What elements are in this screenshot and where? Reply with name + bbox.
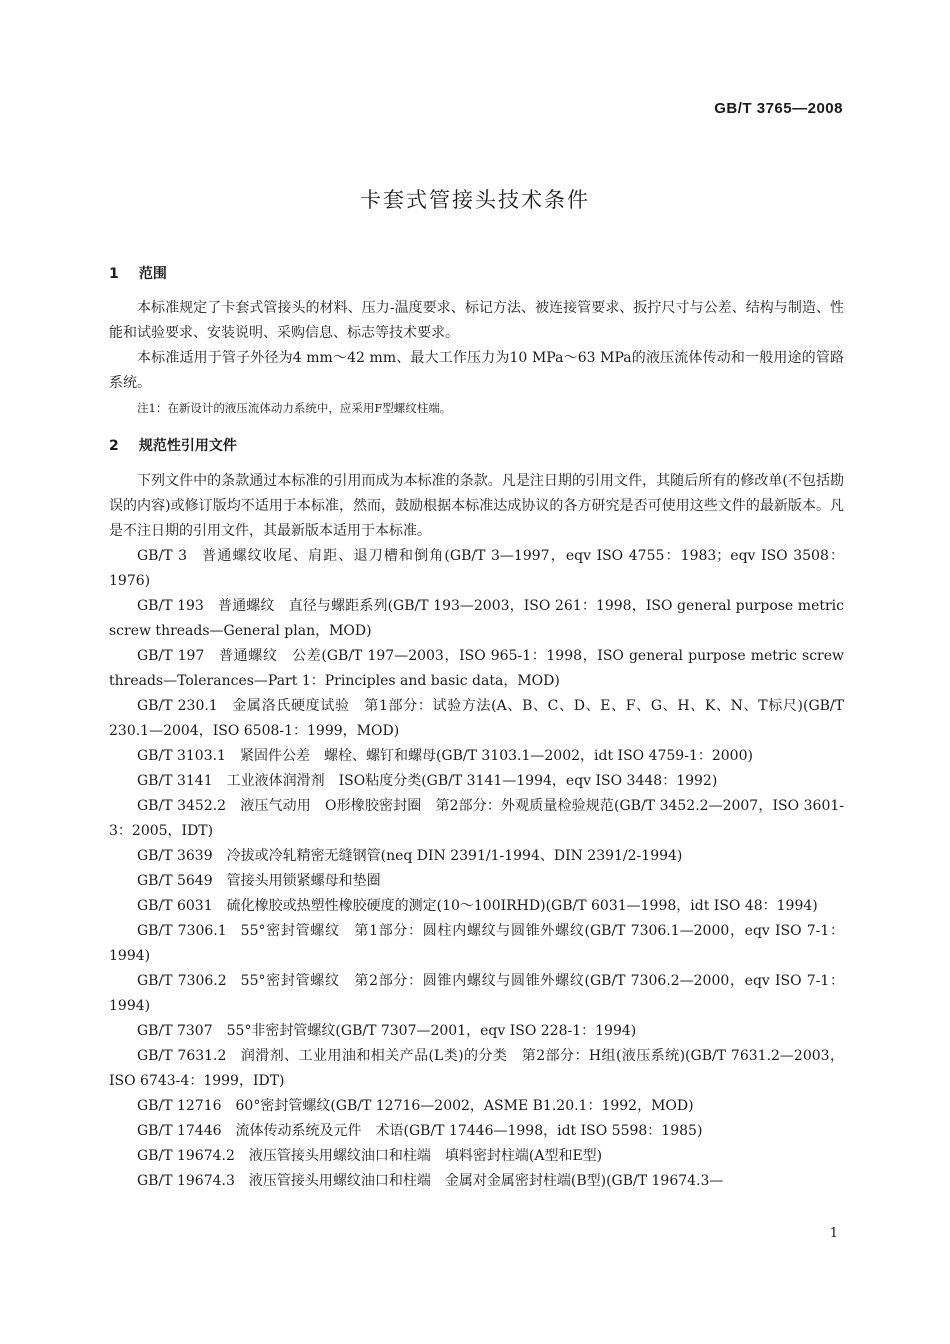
reference-item (109, 694, 844, 744)
section-title: 范围 (138, 266, 167, 282)
reference-item (109, 869, 844, 894)
reference-title: 管接头用锁紧螺母和垫圈 (226, 873, 381, 889)
reference-item (109, 794, 844, 844)
section-number: 1 (109, 266, 119, 282)
reference-title: 冷拔或冷轧精密无缝钢管(neq DIN 2391/1-1994、DIN 2391/2-1994) (226, 848, 683, 864)
scope-body (109, 296, 844, 396)
reference-title: 55°非密封管螺纹(GB/T 7307—2001，eqv ISO 228-1：1994) (226, 1023, 637, 1039)
reference-code: GB/T 19674.2 (137, 1148, 235, 1164)
reference-title: 普通螺纹 直径与螺距系列(GB/T 193—2003，ISO 261：1998，ISO general purpose metric screw threads—General plan，MOD) (109, 598, 844, 639)
reference-code: GB/T 7307 (137, 1023, 213, 1039)
reference-list (109, 544, 844, 1194)
scope-paragraph-1: 本标准规定了卡套式管接头的材料、压力-温度要求、标记方法、被连接管要求、扳拧尺寸与公差、结构与制造、性能和试验要求、安装说明、采购信息、标志等技术要求。 (109, 300, 844, 341)
reference-title: 硫化橡胶或热塑性橡胶硬度的测定(10～100IRHD)(GB/T 6031—1998，idt ISO 48：1994) (226, 898, 818, 914)
section-heading-1 (109, 263, 167, 283)
reference-title: 液压气动用 O形橡胶密封圈 第2部分：外观质量检验规范(GB/T 3452.2—2007，ISO 3601-3：2005，IDT) (109, 798, 844, 839)
reference-code: GB/T 7306.2 (137, 973, 227, 989)
reference-title: 液压管接头用螺纹油口和柱端 金属对金属密封柱端(B型)(GB/T 19674.3— (248, 1173, 724, 1189)
reference-code: GB/T 230.1 (137, 698, 218, 714)
reference-item (109, 969, 844, 1019)
reference-item (109, 1119, 844, 1144)
reference-title: 润滑剂、工业用油和相关产品(L类)的分类 第2部分：H组(液压系统)(GB/T 7631.2—2003，ISO 6743-4：1999，IDT) (109, 1048, 844, 1089)
scope-paragraph-2: 本标准适用于管子外径为4 mm～42 mm、最大工作压力为10 MPa～63 MPa的液压流体传动和一般用途的管路系统。 (109, 350, 844, 391)
reference-code: GB/T 197 (137, 648, 205, 664)
reference-title: 工业液体润滑剂 ISO粘度分类(GB/T 3141—1994，eqv ISO 3448：1992) (226, 773, 718, 789)
reference-code: GB/T 7306.1 (137, 923, 227, 939)
reference-code: GB/T 3103.1 (137, 748, 226, 764)
normative-intro (109, 469, 844, 544)
reference-code: GB/T 3452.2 (137, 798, 227, 814)
reference-code: GB/T 193 (137, 598, 204, 614)
reference-item (109, 1094, 844, 1119)
reference-item (109, 544, 844, 594)
section-heading-2 (109, 435, 237, 455)
reference-code: GB/T 5649 (137, 873, 213, 889)
reference-code: GB/T 17446 (137, 1123, 222, 1139)
document-title: 卡套式管接头技术条件 (360, 188, 590, 212)
reference-title: 液压管接头用螺纹油口和柱端 填料密封柱端(A型和E型) (248, 1148, 603, 1164)
reference-title: 紧固件公差 螺栓、螺钉和螺母(GB/T 3103.1—2002，idt ISO 4759-1：2000) (239, 748, 753, 764)
reference-item (109, 1044, 844, 1094)
scope-note: 注1：在新设计的液压流体动力系统中，应采用F型螺纹柱端。 (137, 401, 452, 415)
reference-code: GB/T 7631.2 (137, 1048, 227, 1064)
reference-title: 流体传动系统及元件 术语(GB/T 17446—1998，idt ISO 5598：1985) (235, 1123, 703, 1139)
reference-item (109, 769, 844, 794)
reference-title: 60°密封管螺纹(GB/T 12716—2002，ASME B1.20.1：1992，MOD) (235, 1098, 694, 1114)
reference-item (109, 919, 844, 969)
reference-code: GB/T 19674.3 (137, 1173, 235, 1189)
reference-title: 55°密封管螺纹 第1部分：圆柱内螺纹与圆锥外螺纹(GB/T 7306.1—2000，eqv ISO 7-1：1994) (109, 923, 844, 964)
reference-item (109, 744, 844, 769)
reference-title: 普通螺纹 公差(GB/T 197—2003，ISO 965-1：1998，ISO general purpose metric screw threads—Tolerances—Part 1：Principles and basic data，MOD) (109, 648, 844, 689)
reference-code: GB/T 3141 (137, 773, 213, 789)
section-title: 规范性引用文件 (138, 438, 237, 454)
reference-title: 55°密封管螺纹 第2部分：圆锥内螺纹与圆锥外螺纹(GB/T 7306.2—2000，eqv ISO 7-1：1994) (109, 973, 844, 1014)
reference-code: GB/T 3 (137, 548, 188, 564)
reference-title: 金属洛氏硬度试验 第1部分：试验方法(A、B、C、D、E、F、G、H、K、N、T标尺)(GB/T 230.1—2004，ISO 6508-1：1999，MOD) (109, 698, 844, 739)
reference-title: 普通螺纹收尾、肩距、退刀槽和倒角(GB/T 3—1997，eqv ISO 4755：1983；eqv ISO 3508：1976) (109, 548, 844, 589)
reference-code: GB/T 6031 (137, 898, 213, 914)
reference-item (109, 1144, 844, 1169)
standard-number: GB/T 3765—2008 (714, 100, 843, 117)
normative-intro-paragraph: 下列文件中的条款通过本标准的引用而成为本标准的条款。凡是注日期的引用文件，其随后所有的修改单(不包括勘误的内容)或修订版均不适用于本标准，然而，鼓励根据本标准达成协议的各方研究是否可使用这些文件的最新版本。凡是不注日期的引用文件，其最新版本适用于本标准。 (109, 473, 844, 539)
reference-item (109, 894, 844, 919)
reference-item (109, 844, 844, 869)
page-number: 1 (829, 1226, 838, 1241)
reference-item (109, 594, 844, 644)
reference-item (109, 1169, 844, 1194)
reference-item (109, 644, 844, 694)
reference-code: GB/T 3639 (137, 848, 213, 864)
reference-item (109, 1019, 844, 1044)
section-number: 2 (109, 438, 119, 454)
reference-code: GB/T 12716 (137, 1098, 222, 1114)
